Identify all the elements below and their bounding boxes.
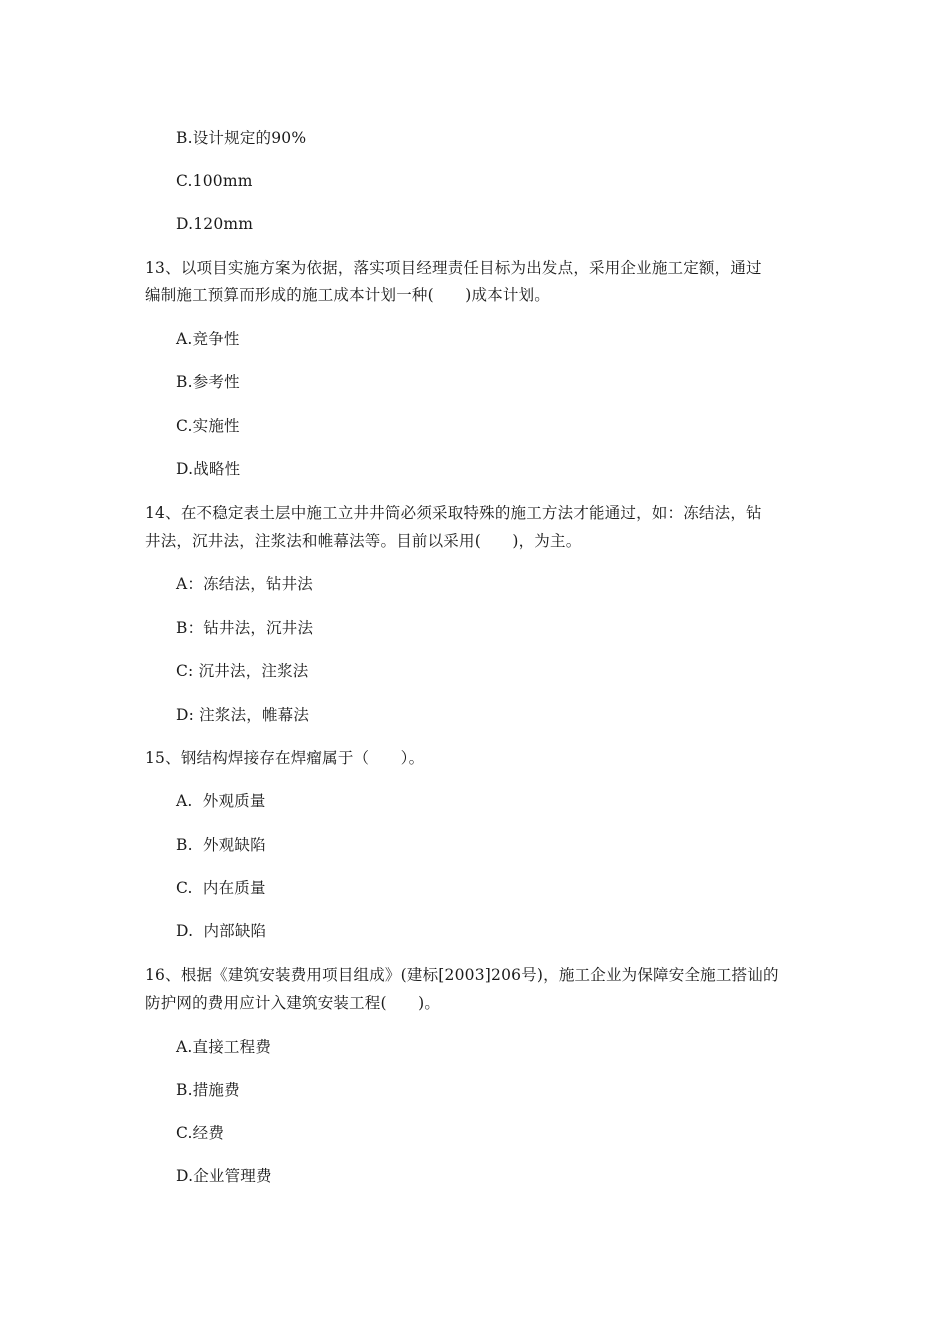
question-14-option-c: C: 沉井法，注浆法 — [176, 662, 309, 680]
question-16-option-a: A.直接工程费 — [176, 1038, 272, 1056]
question-15-text: 15、钢结构焊接存在焊瘤属于（ ）。 — [145, 749, 425, 767]
question-16-text-line-2: 防护网的费用应计入建筑安装工程( )。 — [145, 994, 441, 1012]
option-b: B.设计规定的90% — [176, 129, 307, 147]
question-15-option-a: A. 外观质量 — [176, 792, 266, 810]
question-16-option-c: C.经费 — [176, 1124, 225, 1142]
question-13-option-b: B.参考性 — [176, 373, 240, 391]
question-14-option-b: B：钻井法，沉井法 — [176, 619, 314, 637]
question-13-option-d: D.战略性 — [176, 460, 241, 478]
option-c: C.100mm — [176, 172, 253, 190]
question-14-text-line-1: 14、在不稳定表土层中施工立井井筒必须采取特殊的施工方法才能通过，如：冻结法，钻 — [145, 504, 762, 522]
question-14-option-a: A：冻结法，钻井法 — [176, 575, 313, 593]
option-d: D.120mm — [176, 215, 254, 233]
question-14-text-line-2: 井法，沉井法，注浆法和帷幕法等。目前以采用( )，为主。 — [145, 532, 582, 550]
question-16-option-d: D.企业管理费 — [176, 1167, 272, 1185]
question-13-text-line-2: 编制施工预算而形成的施工成本计划一种( )成本计划。 — [145, 286, 550, 304]
question-13-text-line-1: 13、以项目实施方案为依据，落实项目经理责任目标为出发点，采用企业施工定额，通过 — [145, 259, 762, 277]
question-15-option-d: D. 内部缺陷 — [176, 922, 267, 940]
question-16-option-b: B.措施费 — [176, 1081, 240, 1099]
question-16-text-line-1: 16、根据《建筑安装费用项目组成》(建标[2003]206号)，施工企业为保障安全施工搭讪的 — [145, 966, 779, 984]
question-14-option-d: D: 注浆法，帷幕法 — [176, 706, 310, 724]
question-15-option-c: C. 内在质量 — [176, 879, 266, 897]
question-13-option-c: C.实施性 — [176, 417, 240, 435]
question-13-option-a: A.竞争性 — [176, 330, 240, 348]
question-15-option-b: B. 外观缺陷 — [176, 836, 266, 854]
